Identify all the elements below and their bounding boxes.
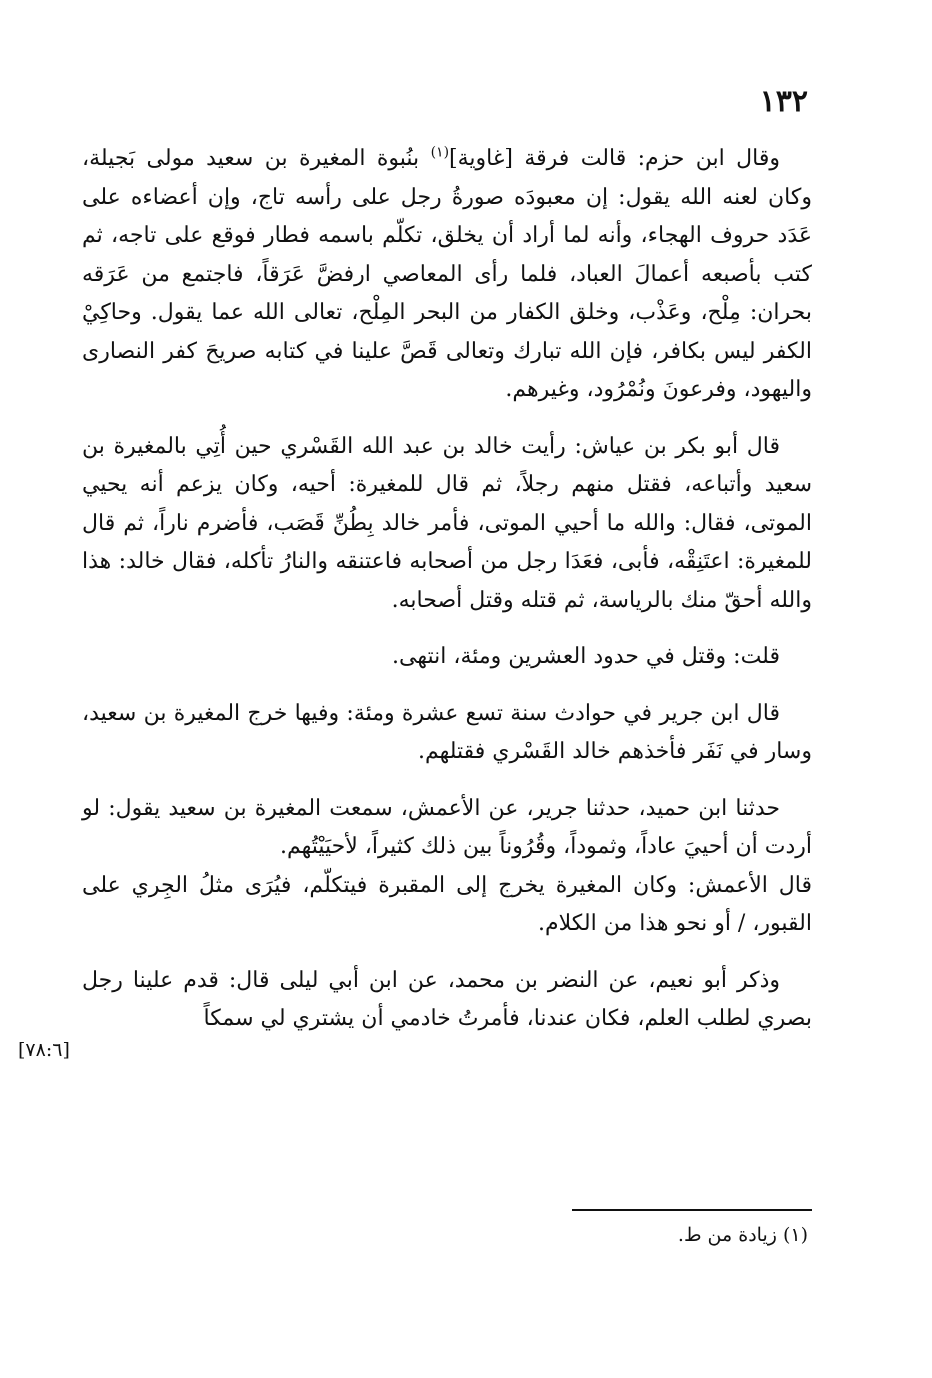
page-number: ١٣٢: [759, 84, 808, 119]
paragraph-ibn-hazm: [82, 140, 812, 410]
paragraph-text: وقال ابن حزم: قالت فرقة [غاوية]: [449, 146, 780, 171]
paragraph-abu-bakr: قال أبو بكر بن عياش: رأيت خالد بن عبد الله القَسْري حين أُتِي بالمغيرة بن سعيد وأتباعه، فقتل منهم رجلاً، ثم قال للمغيرة: أحيه، وكان يزعم أنه يحيي الموتى، فقال: والله ما أحيي الموتى، فأمر خالد بِطُنِّ قَصَب، فأضرم ناراً، ثم قال للمغيرة: اعتَنِقْه، فأبى، فعَدَا رجل من أصحابه فاعتنقه والنارُ تأكله، فقال خالد: هذا والله أحقّ منك بالرياسة، ثم قتله وقتل أصحابه.: [82, 433, 812, 613]
footnote-divider: [572, 1209, 812, 1211]
paragraph-ibn-jarir: قال ابن جرير في حوادث سنة تسع عشرة ومئة: وفيها خرج المغيرة بن سعيد، وسار في نَفَر فأخذهم خالد القَسْري فقتلهم.: [82, 700, 812, 764]
body-text: [82, 140, 812, 1057]
paragraph-abu-nuaim: وذكر أبو نعيم، عن النضر بن محمد، عن ابن أبي ليلى قال: قدم علينا رجل بصري لطلب العلم، فكان عندنا، فأمرتُ خادمي أن يشتري لي سمكاً: [82, 967, 812, 1031]
paragraph-text: بنُبوة المغيرة بن سعيد مولى بَجيلة، وكان لعنه الله يقول: إن معبودَه صورةُ رجل على رأسه تاج، وإن أعضاءه على عَدَد حروف الهجاء، وأنه لما أراد أن يخلق، تكلّم باسمه فطار فوقع على تاجه، ثم كتب بأصبعه أعمالَ العباد، فلما رأى المعاصي ارفضَّ عَرَقاً، فاجتمع من عَرَقه بحران: مِلْح، وعَذْب، وخلق الكفار من البحر المِلْح، تعالى الله عما يقول. وحاكِيْ الكفر ليس بكافر، فإن الله تبارك وتعالى قَصَّ علينا في كتابه صريحَ كفر النصارى واليهود، وفرعونَ ونُمْرُود، وغيرهم.: [82, 146, 812, 402]
margin-reference: [٧٨:٦]: [18, 1039, 70, 1061]
paragraph-al-amash: قال الأعمش: وكان المغيرة يخرج إلى المقبرة فيتكلّم، فيُرَى مثلُ الجِري على القبور، / أو نحو هذا من الكلام.: [82, 872, 812, 936]
paragraph-ibn-humaid: حدثنا ابن حميد، حدثنا جرير، عن الأعمش، سمعت المغيرة بن سعيد يقول: لو أردت أن أحييَ عاداً، وثموداً، وقُرُوناً بين ذلك كثيراً، لأحيَيْتُهم.: [82, 795, 812, 859]
footnote-reference: (١): [430, 144, 450, 161]
paragraph-qultu: قلت: وقتل في حدود العشرين ومئة، انتهى.: [392, 644, 780, 669]
footnote: (١) زيادة من ط.: [677, 1224, 808, 1246]
